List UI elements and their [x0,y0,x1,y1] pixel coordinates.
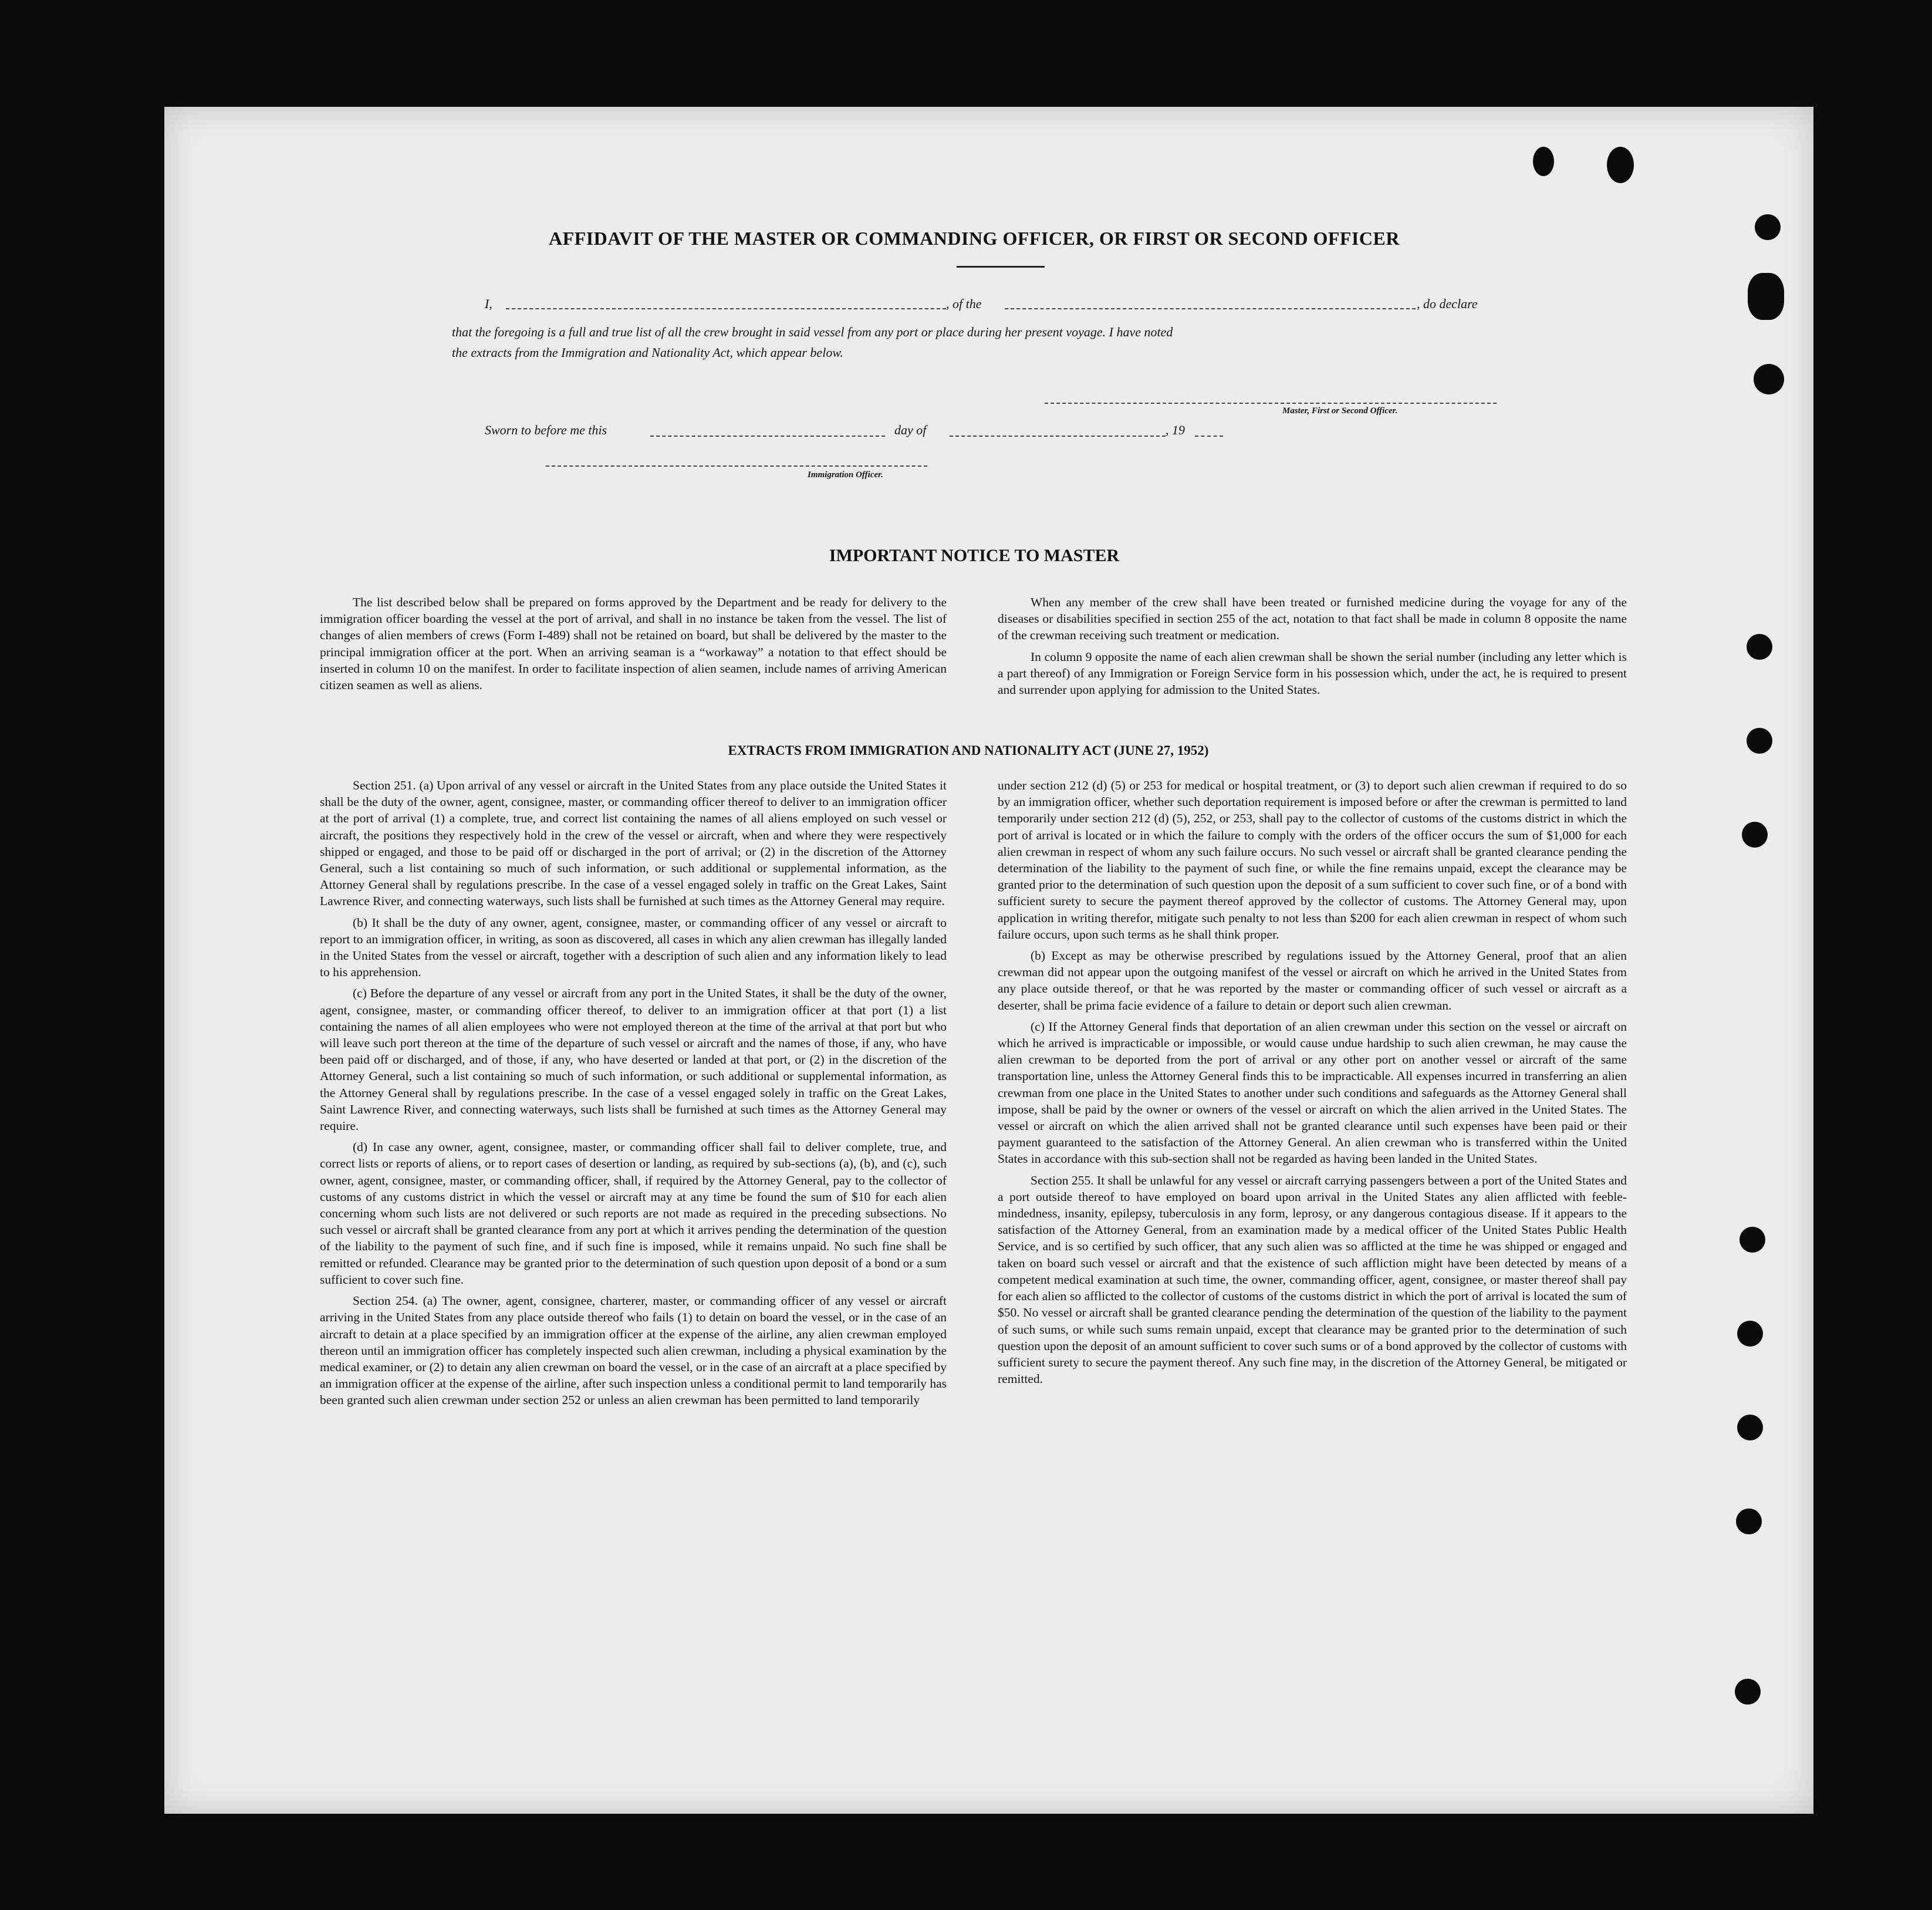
master-caption: Master, First or Second Officer. [1282,406,1398,416]
affidavit-title: AFFIDAVIT OF THE MASTER OR COMMANDING OFFICER, OR FIRST OR SECOND OFFICER [549,228,1400,249]
binder-hole [1736,1509,1762,1534]
title-rule [957,266,1045,268]
day-of-label: day of [894,423,927,437]
ink-blot [1607,147,1634,183]
notice-right-column [998,594,1627,703]
officer-signature-line[interactable] [546,465,927,467]
affidavit-line-3: the extracts from the Immigration and Nationality Act, which appear below. [452,345,843,360]
section-paragraph: (b) It shall be the duty of any owner, agent, consignee, master, or commanding officer of any vessel or aircraft to report to an immigration officer, in writing, as soon as discovered, all cases in which any alien crewman has illegally landed in the United States from the vessel or aircraft, together with a description of such alien and any information likely to lead to his apprehension. [320,915,947,980]
section-paragraph: (b) Except as may be otherwise prescribed by regulations issued by the Attorney General, proof that an alien crewman did not appear upon the outgoing manifest of the vessel or aircraft on which he arrived in the United States from any place outside thereof, or that he was reported by the master or commanding officer of such vessel or aircraft as a deserter, shall be prima facie evidence of a failure to detain or deport such alien crewman. [998,949,1627,1013]
master-signature-line[interactable] [1045,403,1497,404]
affidavit-do-declare: , do declare [1417,296,1478,311]
binder-hole [1754,364,1784,394]
notice-title: IMPORTANT NOTICE TO MASTER [829,546,1120,565]
officer-caption: Immigration Officer. [808,470,883,480]
binder-hole [1742,822,1768,848]
notice-left-column [320,594,947,698]
extracts-left-column [320,777,947,1413]
section-paragraph: Section 255. It shall be unlawful for any vessel or aircraft carrying passengers between a port of the United States and a port outside thereof to have employed on board upon arrival in the United States any alien afflicted with feeble-mindedness, insanity, epilepsy, tuberculosis in any form, leprosy, or any dangerous contagious disease. If it appears to the satisfaction of the Attorney General, from an examination made by a medical officer of the United States Public Health Service, and is so certified by such officer, that any such alien was so afflicted at the time he was shipped or engaged and taken on board such vessel or aircraft and that the existence of such affliction might have been detected by means of a competent medical examination at such time, the owner, commanding officer, agent, consignee, or master thereof shall pay for each alien so afflicted to the collector of customs of the customs district in which the port of arrival is located the sum of $50. No vessel or aircraft shall be granted clearance pending the determination of the question of the liability to the payment of such sums, or while such sums remain unpaid, except that clearance may be granted prior to the determination of such question upon the deposit of an amount sufficient to cover such sums or of a bond approved by the collector of customs with sufficient surety to secure the payment thereof. Any such fine may, in the discretion of the Attorney General, be mitigated or remitted. [998,1173,1627,1386]
notice-paragraph: The list described below shall be prepared on forms approved by the Department and be ready for delivery to the immigration officer boarding the vessel at the port of arrival, and shall in no instance be taken from the vessel. The list of changes of alien members of crews (Form I-489) shall not be retained on board, but shall be delivered by the master to the principal immigration officer at the port. When an arriving seaman is a “workaway” a notation to that effect should be inserted in column 10 on the manifest. In order to facilitate inspection of alien seamen, include names of arriving American citizen seamen as well as aliens. [320,595,947,693]
section-paragraph: (c) If the Attorney General finds that deportation of an alien crewman under this section on the vessel or aircraft on which he arrived is impracticable or impossible, or would cause undue hardship to such alien crewman, he may cause the alien crewman to be deported from the port of arrival or any other port on another vessel or aircraft of the same transportation line, unless the Attorney General finds this to be impracticable. All expenses incurred in transferring an alien crewman from one place in the United States to another under such conditions and safeguards as the Attorney General shall impose, shall be paid by the owner or owners of the vessel or aircraft on which the alien arrived in the United States. The vessel or aircraft on which the alien arrived shall not be granted clearance until such expenses have been paid or their payment guaranteed to the satisfaction of the Attorney General. An alien crewman who is transferred within the United States in accordance with this sub-section shall not be regarded as having been landed in the United States. [998,1019,1627,1166]
binder-hole [1735,1679,1761,1705]
binder-hole [1737,1321,1763,1347]
year-prefix: , 19 [1166,423,1185,437]
binder-hole [1755,214,1781,240]
sworn-year-field[interactable] [1195,436,1223,437]
binder-hole [1747,728,1772,754]
name-field[interactable] [506,308,946,309]
affidavit-of-the: , of the [946,296,982,311]
sworn-label: Sworn to before me this [485,423,607,437]
section-paragraph: under section 212 (d) (5) or 253 for medical or hospital treatment, or (3) to deport such alien crewman if required to do so by an immigration officer, whether such deportation requirement is imposed before or after the crewman is permitted to land temporarily under section 212 (d) (5), 252, or 253, shall pay to the collector of customs of the customs district in which the port of arrival is located or in which the failure to comply with the orders of the officer occurs the sum of $1,000 for each alien crewman in respect of whom any such failure occurs. No such vessel or aircraft shall be granted clearance pending the determination of the liability to the payment of such fine, or while the fine remains unpaid, except the clearance may be granted prior to the determination of such question upon the deposit of a sum sufficient to cover such fine, or of a bond with sufficient surety to secure the payment thereof approved by the collector of customs. The Attorney General may, upon application in writing therefor, mitigate such penalty to not less than $200 for each alien crewman in respect of whom such failure occurs, upon such terms as he shall think proper. [998,778,1627,941]
extracts-title: EXTRACTS FROM IMMIGRATION AND NATIONALITY ACT (JUNE 27, 1952) [728,743,1209,758]
extracts-right-column [998,777,1627,1392]
vessel-field[interactable] [1005,308,1416,309]
section-paragraph: (d) In case any owner, agent, consignee, master, or commanding officer shall fail to deliver complete, true, and correct lists or reports of aliens, or to report cases of desertion or landing, as required by sub-sections (a), (b), and (c), such owner, agent, consignee, master, or commanding officer, shall, if required by the Attorney General, pay to the collector of customs of any customs district in which the vessel or aircraft may at any time be found the sum of $10 for each alien concerning whom such lists are not delivered or such reports are not made as required in the preceding subsections. No such vessel or aircraft shall be granted clearance from any port at which it arrives pending the determination of the question of the liability to the payment of such fine, and if such fine is imposed, while it remains unpaid. No such fine shall be remitted or refunded. Clearance may be granted prior to the determination of such question upon deposit of a bond or a sum sufficient to cover such fine. [320,1140,947,1287]
section-paragraph: (c) Before the departure of any vessel or aircraft from any port in the United States, it shall be the duty of the owner, agent, consignee, master, or commanding officer thereof, to deliver to an immigration officer at that port (1) a list containing the names of all alien employees who were not employed thereon at the time of the arrival at that port but who will leave such port thereon at the time of the departure of such vessel or aircraft and the names of those, if any, who have been paid off or discharged, and of those, if any, who have deserted or landed at that port, or (2) in the discretion of the Attorney General, such a list containing so much of such information, or such additional or supplemental information, as the Attorney General shall by regulations prescribe. In the case of a vessel engaged solely in traffic on the Great Lakes, Saint Lawrence River, and connecting waterways, such lists shall be furnished at such times as the Attorney General may require. [320,986,947,1133]
ink-blot [1748,273,1784,320]
sworn-day-field[interactable] [650,436,885,437]
sworn-month-field[interactable] [950,436,1166,437]
notice-paragraph: When any member of the crew shall have been treated or furnished medicine during the voyage for any of the diseases or disabilities specified in section 255 of the act, notation to that fact shall be made in column 8 opposite the name of the crewman receiving such treatment or medication. [998,595,1627,643]
binder-hole [1737,1415,1763,1440]
affidavit-line-2: that the foregoing is a full and true list of all the crew brought in said vessel from any port or place during her present voyage. I have noted [452,325,1173,339]
section-paragraph: Section 251. (a) Upon arrival of any vessel or aircraft in the United States from any place outside the United States it shall be the duty of the owner, agent, consignee, master, or commanding officer thereof to deliver to an immigration officer at the port of arrival (1) a complete, true, and correct list containing the names of all aliens employed on such vessel or aircraft, the positions they respectively hold in the crew of the vessel or aircraft, when and where they were respectively shipped or engaged, and those to be paid off or discharged in the port of arrival; or (2) in the discretion of the Attorney General, such a list containing so much of such information, or such additional or supplemental information, as the Attorney General shall by regulations prescribe. In the case of a vessel engaged solely in traffic on the Great Lakes, Saint Lawrence River, and connecting waterways, such lists shall be furnished at such times as the Attorney General may require. [320,778,947,909]
section-paragraph: Section 254. (a) The owner, agent, consignee, charterer, master, or commanding officer of any vessel or aircraft arriving in the United States from any place outside thereof who fails (1) to detain on board the vessel, or in the case of an aircraft to detain at a place specified by an immigration officer at the expense of the airline, any alien crewman employed thereon until an immigration officer has completely inspected such alien crewman, including a physical examination by the medical examiner, or (2) to detain any alien crewman on board the vessel, or in the case of an aircraft at a place specified by an immigration officer at the expense of the airline, after such inspection unless a conditional permit to land temporarily has been granted such alien crewman under section 252 or unless an alien crewman has been permitted to land temporarily [320,1294,947,1408]
affidavit-i: I, [485,296,492,311]
notice-paragraph: In column 9 opposite the name of each alien crewman shall be shown the serial number (including any letter which is a part thereof) of any Immigration or Foreign Service form in his possession which, under the act, he is required to present and surrender upon applying for admission to the United States. [998,649,1627,697]
ink-blot [1533,147,1554,176]
binder-hole [1740,1227,1765,1253]
binder-hole [1747,634,1772,660]
